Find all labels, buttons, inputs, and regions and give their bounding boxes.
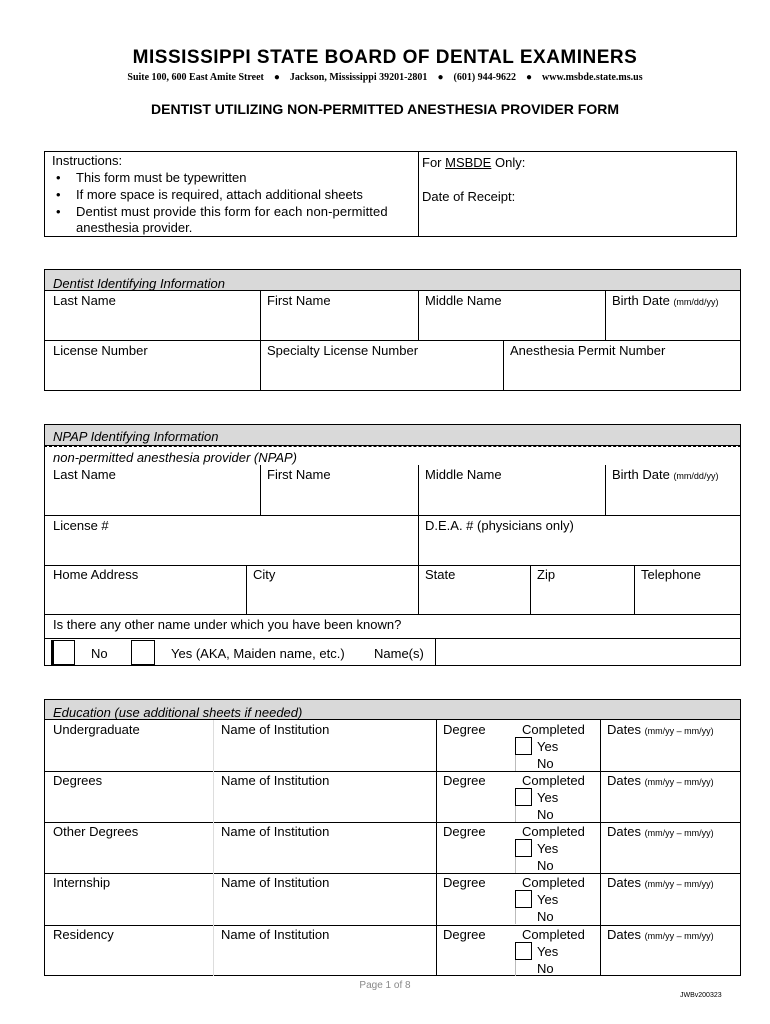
dentist-license-number-field[interactable]: License Number [53, 343, 148, 358]
completed-no-checkbox[interactable] [515, 755, 532, 771]
col-divider [260, 340, 261, 391]
form-version-code: JWBv200323 [680, 992, 722, 999]
birth-date-label: Birth Date [612, 293, 670, 308]
degree-field[interactable]: Degree [443, 722, 486, 737]
completed-label: Completed [522, 824, 585, 839]
completed-label: Completed [522, 875, 585, 890]
dates-field[interactable] [607, 926, 714, 945]
completed-yes-checkbox[interactable] [515, 942, 532, 960]
education-row-degrees [0, 772, 770, 823]
completed-no-checkbox[interactable] [515, 960, 532, 976]
row-divider [44, 515, 741, 516]
names-label: Name(s) [374, 646, 424, 661]
no-label: No [537, 756, 554, 771]
dates-format: (mm/yy – mm/yy) [644, 931, 714, 941]
col-divider [530, 565, 531, 614]
dates-label: Dates [607, 875, 641, 890]
home-address-field[interactable]: Home Address [53, 567, 139, 582]
yes-label: Yes [537, 790, 559, 805]
state-field[interactable]: State [425, 567, 456, 582]
instructions-label: Instructions: [52, 153, 123, 168]
specialty-license-number-field[interactable]: Specialty License Number [267, 343, 419, 358]
page-number: Page 1 of 8 [359, 980, 411, 991]
no-label: No [537, 807, 554, 822]
education-row-internship [0, 874, 770, 925]
institution-name-field[interactable]: Name of Institution [221, 927, 330, 942]
form-title: DENTIST UTILIZING NON-PERMITTED ANESTHESIA PROVIDER FORM [151, 101, 619, 117]
city-field[interactable]: City [253, 567, 276, 582]
npap-license-field[interactable]: License # [53, 518, 109, 533]
npap-last-name-field[interactable]: Last Name [53, 467, 116, 482]
institution-name-field[interactable]: Name of Institution [221, 824, 330, 839]
row-divider [44, 446, 741, 447]
completed-no-checkbox[interactable] [515, 806, 532, 822]
completed-yes-checkbox[interactable] [515, 737, 532, 755]
completed-label: Completed [522, 927, 585, 942]
col-divider [260, 291, 261, 340]
dentist-middle-name-field[interactable]: Middle Name [425, 293, 502, 308]
msbde-abbrev: MSBDE [445, 155, 492, 170]
degree-field[interactable]: Degree [443, 927, 486, 942]
completed-yes-checkbox[interactable] [515, 788, 532, 806]
dates-format: (mm/yy – mm/yy) [644, 777, 714, 787]
education-row-undergraduate [0, 721, 770, 772]
separator-dot: ● [273, 72, 280, 83]
phone-number: (601) 944-9622 [453, 72, 516, 83]
row-divider [44, 614, 741, 615]
row-divider [44, 340, 741, 341]
yes-label: Yes [537, 944, 559, 959]
anesthesia-permit-number-field[interactable]: Anesthesia Permit Number [510, 343, 666, 358]
instruction-item: If more space is required, attach additional sheets [76, 187, 363, 202]
completed-yes-checkbox[interactable] [515, 839, 532, 857]
npap-subheader: non-permitted anesthesia provider (NPAP) [53, 450, 297, 465]
npap-section-header: NPAP Identifying Information [53, 429, 219, 444]
education-row-label: Internship [53, 875, 111, 890]
yes-label: Yes [537, 841, 559, 856]
birth-date-format: (mm/dd/yy) [673, 297, 719, 307]
col-divider [260, 465, 261, 515]
completed-label: Completed [522, 773, 585, 788]
degree-field[interactable]: Degree [443, 875, 486, 890]
degree-field[interactable]: Degree [443, 773, 486, 788]
dates-format: (mm/yy – mm/yy) [644, 726, 714, 736]
msbde-only-label [422, 154, 525, 171]
dates-format: (mm/yy – mm/yy) [644, 828, 714, 838]
city-state-zip: Jackson, Mississippi 39201-2801 [289, 72, 428, 83]
dentist-first-name-field[interactable]: First Name [267, 293, 331, 308]
yes-label: Yes [537, 739, 559, 754]
dates-field[interactable] [607, 874, 714, 893]
education-section-header: Education (use additional sheets if needed) [53, 705, 303, 720]
col-divider [605, 465, 606, 515]
education-row-label: Other Degrees [53, 824, 139, 839]
instruction-item: This form must be typewritten [76, 170, 247, 185]
dentist-section-header: Dentist Identifying Information [53, 276, 225, 291]
date-of-receipt-label: Date of Receipt: [422, 189, 516, 204]
education-row-label: Residency [53, 927, 114, 942]
institution-name-field[interactable]: Name of Institution [221, 722, 330, 737]
col-divider [605, 291, 606, 340]
board-address-line [0, 72, 770, 83]
other-name-question: Is there any other name under which you have been known? [53, 617, 402, 632]
dates-label: Dates [607, 927, 641, 942]
npap-birth-date-field[interactable] [612, 466, 718, 485]
telephone-field[interactable]: Telephone [641, 567, 701, 582]
col-divider [418, 515, 419, 565]
bullet-dot: • [56, 187, 61, 202]
dates-field[interactable] [607, 772, 714, 791]
yes-other-name-checkbox[interactable] [131, 640, 155, 665]
dates-label: Dates [607, 773, 641, 788]
completed-label: Completed [522, 722, 585, 737]
bullet-dot: • [56, 170, 61, 185]
dentist-last-name-field[interactable]: Last Name [53, 293, 116, 308]
npap-first-name-field[interactable]: First Name [267, 467, 331, 482]
education-row-label: Undergraduate [53, 722, 140, 737]
no-label: No [91, 646, 108, 661]
birth-date-format: (mm/dd/yy) [673, 471, 719, 481]
zip-field[interactable]: Zip [537, 567, 556, 582]
board-title: MISSISSIPPI STATE BOARD OF DENTAL EXAMINERS [132, 47, 638, 68]
for-prefix: For [422, 155, 446, 170]
no-label: No [537, 858, 554, 873]
yes-label: Yes [537, 892, 559, 907]
education-row-label: Degrees [53, 773, 103, 788]
yes-aka-label: Yes (AKA, Maiden name, etc.) [171, 646, 345, 661]
no-other-name-checkbox[interactable] [51, 640, 75, 665]
website-link[interactable]: www.msbde.state.ms.us [542, 72, 643, 83]
only-suffix: Only: [491, 155, 526, 170]
completed-yes-checkbox[interactable] [515, 890, 532, 908]
institution-name-field[interactable]: Name of Institution [221, 875, 330, 890]
education-row-residency [0, 926, 770, 976]
dates-label: Dates [607, 722, 641, 737]
col-divider [246, 565, 247, 614]
col-divider [418, 465, 419, 515]
street-address: Suite 100, 600 East Amite Street [127, 72, 264, 83]
birth-date-label: Birth Date [612, 467, 670, 482]
no-label: No [537, 909, 554, 924]
row-divider [44, 565, 741, 566]
dates-field[interactable] [607, 823, 714, 842]
completed-no-checkbox[interactable] [515, 908, 532, 924]
other-names-input[interactable] [436, 639, 740, 665]
dea-number-field[interactable]: D.E.A. # (physicians only) [425, 518, 574, 533]
dates-label: Dates [607, 824, 641, 839]
col-divider [418, 565, 419, 614]
bullet-dot: • [56, 204, 61, 219]
instruction-item: Dentist must provide this form for each non-permitted [76, 204, 388, 219]
dentist-birth-date-field[interactable] [612, 292, 718, 311]
separator-dot: ● [525, 72, 533, 83]
col-divider [634, 565, 635, 614]
completed-no-checkbox[interactable] [515, 857, 532, 873]
degree-field[interactable]: Degree [443, 824, 486, 839]
education-row-other-degrees [0, 823, 770, 874]
dates-format: (mm/yy – mm/yy) [644, 879, 714, 889]
dates-field[interactable] [607, 721, 714, 740]
npap-middle-name-field[interactable]: Middle Name [425, 467, 502, 482]
col-divider [503, 340, 504, 391]
instruction-item: anesthesia provider. [76, 220, 193, 235]
no-label: No [537, 961, 554, 976]
col-divider [418, 291, 419, 340]
institution-name-field[interactable]: Name of Institution [221, 773, 330, 788]
separator-dot: ● [437, 72, 444, 83]
